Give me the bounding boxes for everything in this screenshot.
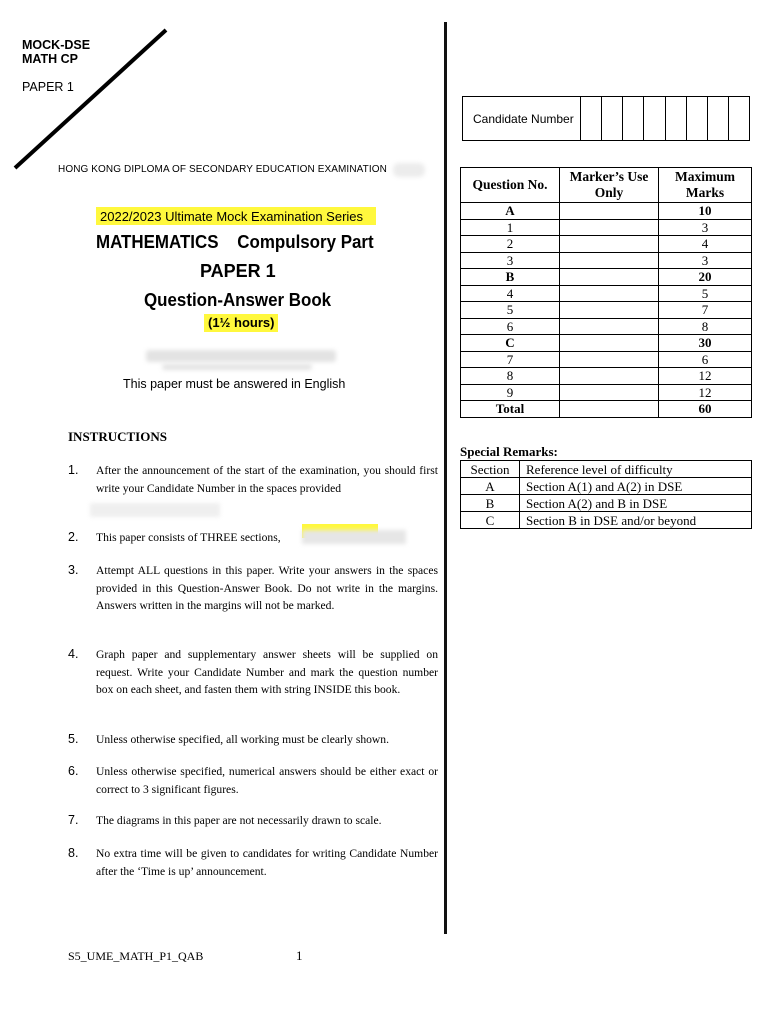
table-row <box>461 219 752 236</box>
candidate-digit-cell[interactable] <box>602 97 623 140</box>
footer-code: S5_UME_MATH_P1_QAB <box>68 949 204 963</box>
remarks-level-cell: Section A(2) and B in DSE <box>520 495 752 512</box>
candidate-digit-cell[interactable] <box>708 97 729 140</box>
exam-name: HONG KONG DIPLOMA OF SECONDARY EDUCATION EXAMINATION <box>58 164 387 175</box>
table-row <box>461 236 752 253</box>
redacted-line <box>146 350 336 362</box>
marker-use-cell[interactable] <box>560 318 659 335</box>
redacted-mark <box>393 163 425 177</box>
remarks-header-level: Reference level of difficulty <box>520 461 752 478</box>
marker-use-cell[interactable] <box>560 219 659 236</box>
series-title: 2022/2023 Ultimate Mock Examination Series <box>100 209 364 224</box>
question-no-cell: 2 <box>461 236 560 253</box>
max-marks-cell: 6 <box>659 351 752 368</box>
remarks-section-cell: B <box>461 495 520 512</box>
max-marks-cell: 30 <box>659 335 752 352</box>
candidate-number-box <box>462 96 750 141</box>
table-row <box>461 512 752 529</box>
max-marks-cell: 3 <box>659 219 752 236</box>
table-row <box>461 285 752 302</box>
marker-use-cell[interactable] <box>560 302 659 319</box>
marks-table <box>460 167 752 418</box>
table-row <box>461 495 752 512</box>
max-marks-cell: 10 <box>659 203 752 220</box>
instruction-item: 3. Attempt ALL questions in this paper. Write your answers in the spaces provided in this Question-Answer Book. Do not write in the margins. Answers written in the margins will not be marked. <box>68 563 438 612</box>
paper-label: PAPER 1 <box>22 80 74 94</box>
paper-code-line1: MOCK-DSE <box>22 38 91 52</box>
max-marks-cell: 60 <box>659 401 752 418</box>
language-note: This paper must be answered in English <box>123 377 346 391</box>
question-no-cell: B <box>461 269 560 286</box>
table-row <box>461 318 752 335</box>
question-no-cell: A <box>461 203 560 220</box>
instruction-item: 2. This paper consists of THREE sections, <box>68 530 281 544</box>
remarks-level-cell: Section B in DSE and/or beyond <box>520 512 752 529</box>
question-no-cell: 9 <box>461 384 560 401</box>
max-marks-cell: 12 <box>659 368 752 385</box>
remarks-section-cell: A <box>461 478 520 495</box>
paper-code <box>22 38 90 66</box>
redacted-text <box>90 503 220 517</box>
marker-use-cell[interactable] <box>560 285 659 302</box>
question-no-cell: 8 <box>461 368 560 385</box>
candidate-digit-cell[interactable] <box>687 97 708 140</box>
remarks-level-cell: Section A(1) and A(2) in DSE <box>520 478 752 495</box>
table-row <box>461 478 752 495</box>
column-divider <box>444 22 447 934</box>
book-title: Question-Answer Book <box>144 290 332 310</box>
table-row <box>461 252 752 269</box>
question-no-cell: 5 <box>461 302 560 319</box>
instruction-item: 6. Unless otherwise specified, numerical answers should be either exact or correct to 3 significant figures. <box>68 764 438 796</box>
instructions-heading: INSTRUCTIONS <box>68 429 167 444</box>
instruction-item: 8. No extra time will be given to candidates for writing Candidate Number after the ‘Time is up’ announcement. <box>68 846 438 878</box>
remarks-table <box>460 460 752 529</box>
remarks-section-cell: C <box>461 512 520 529</box>
instruction-item: 5. Unless otherwise specified, all working must be clearly shown. <box>68 732 389 746</box>
marker-use-cell[interactable] <box>560 203 659 220</box>
marker-use-cell[interactable] <box>560 351 659 368</box>
candidate-digit-cell[interactable] <box>581 97 602 140</box>
instruction-item: 1. After the announcement of the start of the examination, you should first write your Candidate Number in the spaces provided <box>68 463 438 495</box>
candidate-digit-cell[interactable] <box>666 97 687 140</box>
max-marks-cell: 3 <box>659 252 752 269</box>
table-row <box>461 368 752 385</box>
question-no-cell: C <box>461 335 560 352</box>
duration: (1½ hours) <box>208 315 275 330</box>
candidate-number-label: Candidate Number <box>463 97 581 140</box>
page-number: 1 <box>296 948 303 963</box>
redacted-line <box>162 364 312 370</box>
question-no-cell: Total <box>461 401 560 418</box>
table-row <box>461 269 752 286</box>
max-marks-cell: 5 <box>659 285 752 302</box>
marker-use-cell[interactable] <box>560 252 659 269</box>
max-marks-cell: 8 <box>659 318 752 335</box>
instruction-item: 7. The diagrams in this paper are not necessarily drawn to scale. <box>68 813 382 827</box>
marker-use-cell[interactable] <box>560 335 659 352</box>
question-no-cell: 3 <box>461 252 560 269</box>
subject-title: MATHEMATICS Compulsory Part <box>96 232 374 252</box>
max-marks-cell: 7 <box>659 302 752 319</box>
header-max-marks: Maximum Marks <box>659 168 752 203</box>
table-row <box>461 302 752 319</box>
remarks-header-section: Section <box>461 461 520 478</box>
table-row <box>461 384 752 401</box>
marker-use-cell[interactable] <box>560 236 659 253</box>
marker-use-cell[interactable] <box>560 368 659 385</box>
paper-code-line2: MATH CP <box>22 52 79 66</box>
candidate-digit-cell[interactable] <box>623 97 644 140</box>
header-marker-use: Marker’s Use Only <box>560 168 659 203</box>
redacted-text <box>302 530 406 544</box>
max-marks-cell: 4 <box>659 236 752 253</box>
table-row <box>461 335 752 352</box>
special-remarks-title: Special Remarks: <box>460 444 558 459</box>
marker-use-cell[interactable] <box>560 269 659 286</box>
question-no-cell: 6 <box>461 318 560 335</box>
question-no-cell: 4 <box>461 285 560 302</box>
max-marks-cell: 20 <box>659 269 752 286</box>
candidate-digit-cell[interactable] <box>729 97 749 140</box>
question-no-cell: 7 <box>461 351 560 368</box>
instruction-item: 4. Graph paper and supplementary answer sheets will be supplied on request. Write your Candidate Number and mark the question number box on each sheet, and fasten them with string INSIDE this book. <box>68 647 438 696</box>
table-row <box>461 401 752 418</box>
max-marks-cell: 12 <box>659 384 752 401</box>
marker-use-cell[interactable] <box>560 384 659 401</box>
candidate-digit-cell[interactable] <box>644 97 665 140</box>
table-row <box>461 351 752 368</box>
marker-use-cell[interactable] <box>560 401 659 418</box>
header-question-no: Question No. <box>461 168 560 203</box>
table-row <box>461 203 752 220</box>
paper-title: PAPER 1 <box>200 261 276 281</box>
question-no-cell: 1 <box>461 219 560 236</box>
